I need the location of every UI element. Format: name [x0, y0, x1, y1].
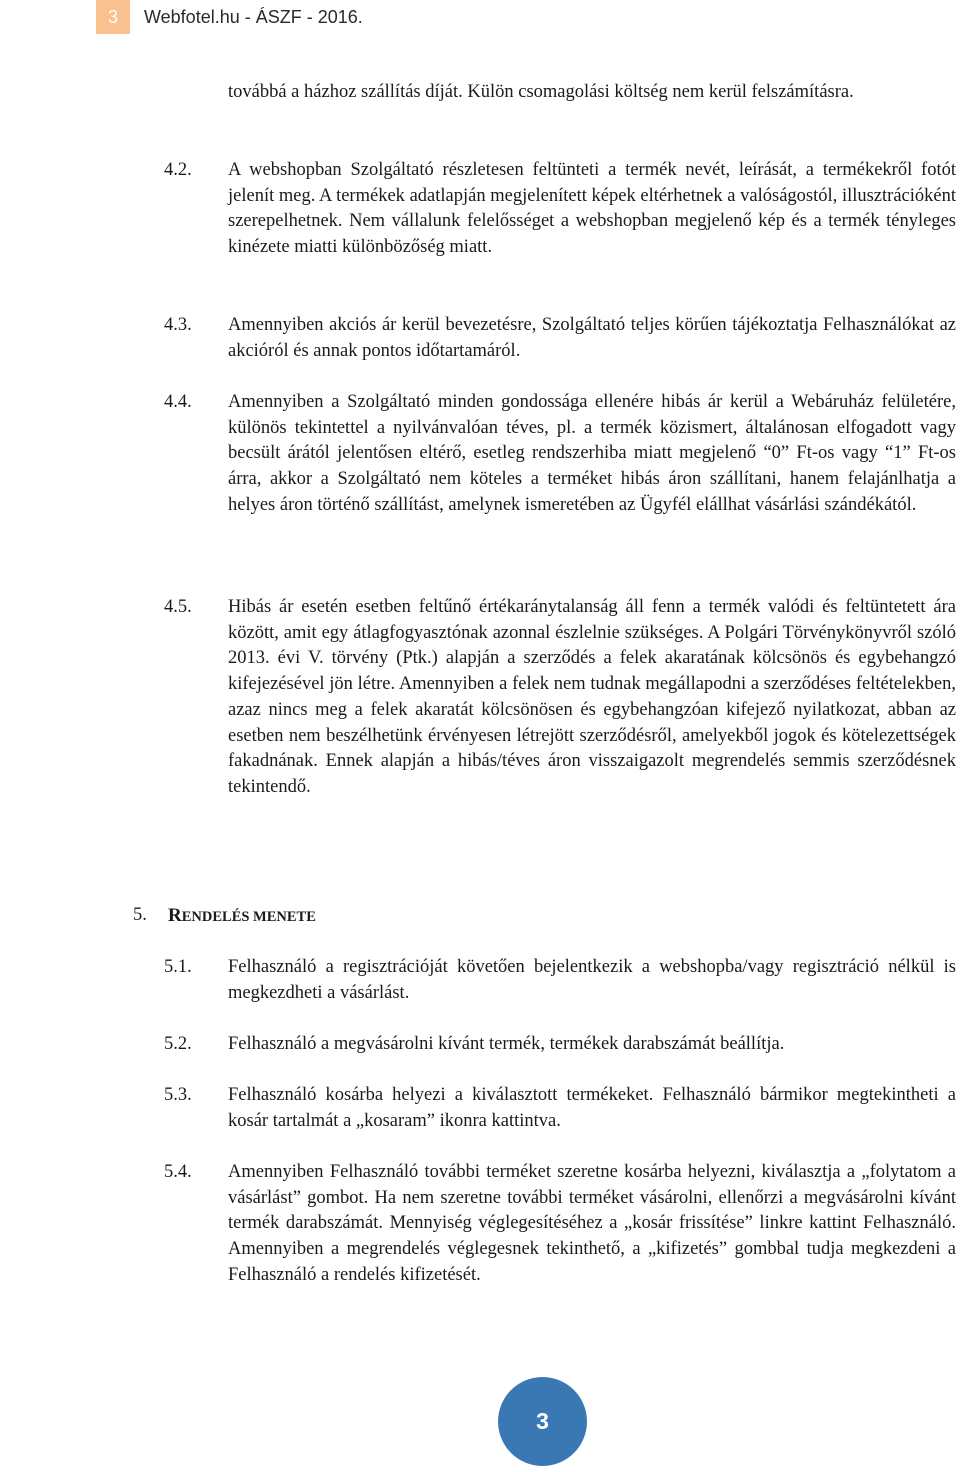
header-title: Webfotel.hu - ÁSZF - 2016. [144, 6, 363, 27]
section-number: 5. [133, 905, 147, 925]
paragraph-continuation: továbbá a házhoz szállítás díját. Külön csomagolási költség nem kerül felszámításra. [228, 82, 854, 102]
clause-number-4-4: 4.4. [164, 392, 192, 412]
clause-text-4-5: Hibás ár esetén esetben feltűnő értékaránytalanság áll fenn a termék valódi és feltüntetett ára között, amit egy átlagfogyasztónak azonnal észlelnie szükséges. A Polgári Törvénykönyvről szóló 2013. évi V. törvény (Ptk.) alapján a szerződés a felek akaratának kölcsönös és egybehangzó kifejezésével jön létre. Amennyiben a felek nem tudnak megállapodni a szerződéses feltételekben, azaz nincs meg a felek akaratát kölcsönösen és egybehangzóan kifejező nyilatkozat, abban az esetben nem beszélhetünk érvényesen létrejött szerződésről, amelyekből jogok és kötelezettségek fakadnának. Ennek alapján a hibás/téves áron visszaigazolt megrendelés semmis szerződésnek tekintendő. [228, 597, 956, 797]
clause-text-5-1: Felhasználó a regisztrációját követően bejelentkezik a webshopba/vagy regisztráció nélkül is megkezdheti a vásárlást. [228, 957, 956, 1003]
clause-text-5-3: Felhasználó kosárba helyezi a kiválasztott termékeket. Felhasználó bármikor megtekintheti a kosár tartalmát a „kosaram” ikonra kattintva. [228, 1085, 956, 1131]
clause-text-5-2: Felhasználó a megvásárolni kívánt termék, termékek darabszámát beállítja. [228, 1034, 785, 1054]
clause-number-5-4: 5.4. [164, 1162, 192, 1182]
header-page-number: 3 [96, 0, 130, 34]
clause-text-4-4: Amennyiben a Szolgáltató minden gondossága ellenére hibás ár kerül a Webáruház felületére, különös tekintettel a nyilvánvalóan téves, pl. a termék közismert, általánosan elfogadott vagy becsült árától jelentősen eltérő, esetleg rendszerhiba miatt megjelenő “0” Ft-os vagy “1” Ft-os árra, akkor a Szolgáltató nem köteles a terméket hibás áron szállítani, hanem felajánlhatja a helyes áron történő szállítást, amelynek ismeretében az Ügyfél elállhat vásárlási szándékától. [228, 392, 956, 515]
clause-number-5-1: 5.1. [164, 957, 192, 977]
clause-number-4-2: 4.2. [164, 160, 192, 180]
clause-text-4-2: A webshopban Szolgáltató részletesen feltünteti a termék nevét, leírását, a termékekről fotót jelenít meg. A termékek adatlapján megjelenített képek eltérhetnek a valóságostól, illusztrációként szerepelhetnek. Nem vállalunk felelősséget a webshopban megjelenő kép és a termék tényleges kinézete miatti különbözőség miatt. [228, 160, 956, 258]
clause-number-5-3: 5.3. [164, 1085, 192, 1105]
clause-number-4-3: 4.3. [164, 315, 192, 335]
section-title-initial: R [168, 905, 182, 926]
page-number-circle: 3 [498, 1377, 587, 1466]
page-header [0, 0, 363, 34]
section-title-rest: ENDELÉS MENETE [181, 909, 316, 925]
section-title [168, 903, 316, 931]
clause-text-4-3: Amennyiben akciós ár kerül bevezetésre, Szolgáltató teljes körűen tájékoztatja Felhasználókat az akcióról és annak pontos időtartamáról. [228, 315, 956, 361]
clause-number-5-2: 5.2. [164, 1034, 192, 1054]
clause-number-4-5: 4.5. [164, 597, 192, 617]
clause-text-5-4: Amennyiben Felhasználó további terméket szeretne kosárba helyezni, kiválasztja a „folytatom a vásárlást” gombot. Ha nem szeretne további terméket vásárolni, ellenőrzi a megvásárolni kívánt termék darabszámát. Mennyiség véglegesítéséhez a „kosár frissítése” linkre kattint Felhasználó. Amennyiben a megrendelés véglegesnek tekinthető, a „kifizetés” gombbal tudja megkezdeni a Felhasználó a rendelés kifizetését. [228, 1162, 956, 1285]
